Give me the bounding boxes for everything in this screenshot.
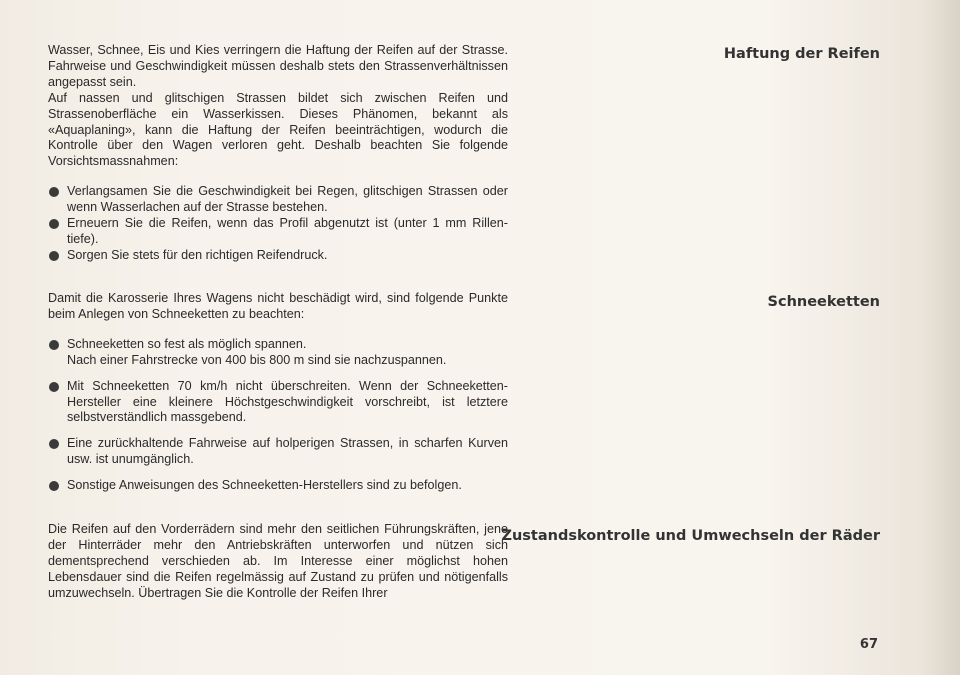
bullet-text: Schneeketten so fest als möglich spannen.: [67, 336, 307, 351]
bullet-icon: [49, 340, 59, 350]
page-number: 67: [859, 637, 878, 652]
bullet-icon: [49, 481, 59, 491]
section-zustandskontrolle-body: [48, 522, 508, 602]
bullet-text: Mit Schneeketten 70 km/h nicht überschreiten. Wenn der Schneeketten-Hersteller eine kleinere Höchstgeschwindigkeit vorschreibt, ist letztere selbstverständlich massgebend.: [67, 378, 508, 425]
bullet-item: [48, 436, 508, 468]
bullet-item: [48, 337, 508, 369]
heading-schneeketten: Schneeketten: [767, 294, 880, 310]
bullet-text: Sonstige Anweisungen des Schneeketten-Herstellers sind zu befolgen.: [67, 478, 462, 493]
bullet-icon: [49, 439, 59, 449]
bullet-item: [48, 184, 508, 216]
bullet-icon: [49, 187, 59, 197]
bullet-icon: [49, 219, 59, 229]
bullet-icon: [49, 382, 59, 392]
section-schneeketten-body: [48, 291, 508, 494]
bullet-item: [48, 478, 508, 494]
bullet-text: Erneuern Sie die Reifen, wenn das Profil abgenutzt ist (unter 1 mm Rillen-tiefe).: [67, 216, 508, 246]
paragraph: Damit die Karosserie Ihres Wagens nicht beschädigt wird, sind folgende Punkte beim Anlegen von Schneeketten zu beachten:: [48, 291, 508, 321]
bullet-text: Sorgen Sie stets für den richtigen Reifendruck.: [67, 247, 328, 262]
paragraph: Wasser, Schnee, Eis und Kies verringern die Haftung der Reifen auf der Strasse. Fahrweise und Geschwindigkeit müssen deshalb stets den Strassenverhältnissen angepasst sein.: [48, 43, 508, 89]
bullet-item: [48, 248, 508, 264]
bullet-item: [48, 216, 508, 248]
section-haftung-body: [48, 43, 508, 264]
heading-zustandskontrolle: Zustandskontrolle und Umwechseln der Räder: [501, 528, 880, 544]
bullet-icon: [49, 251, 59, 261]
bullet-text: Verlangsamen Sie die Geschwindigkeit bei Regen, glitschigen Strassen oder wenn Wasserlachen auf der Strasse bestehen.: [67, 184, 508, 215]
paragraph: Die Reifen auf den Vorderrädern sind mehr den seitlichen Führungskräften, jene der Hinterräder mehr den Antriebskräften unterworfen und nützen sich dementsprechend verschieden ab. Im Interesse einer möglichst hohen Lebensdauer sind die Reifen regelmässig auf Zustand zu prüfen und nötigenfalls umzuwechseln. Übertragen Sie die Kontrolle der Reifen Ihrer: [48, 522, 508, 600]
paragraph: Auf nassen und glitschigen Strassen bildet sich zwischen Reifen und Strassenoberfläche ein Wasserkissen. Dieses Phänomen, bekannt als «Aquaplaning», kann die Haftung der Reifen beeinträchtigen, wodurch die Kontrolle über den Wagen verloren geht. Deshalb beachten Sie folgende Vorsichtsmassnahmen:: [48, 90, 508, 169]
bullet-text: Eine zurückhaltende Fahrweise auf holperigen Strassen, in scharfen Kurven usw. ist unumgänglich.: [67, 436, 508, 467]
bullet-text: Nach einer Fahrstrecke von 400 bis 800 m sind sie nachzuspannen.: [67, 352, 447, 367]
bullet-item: [48, 379, 508, 427]
heading-haftung: Haftung der Reifen: [723, 46, 880, 62]
